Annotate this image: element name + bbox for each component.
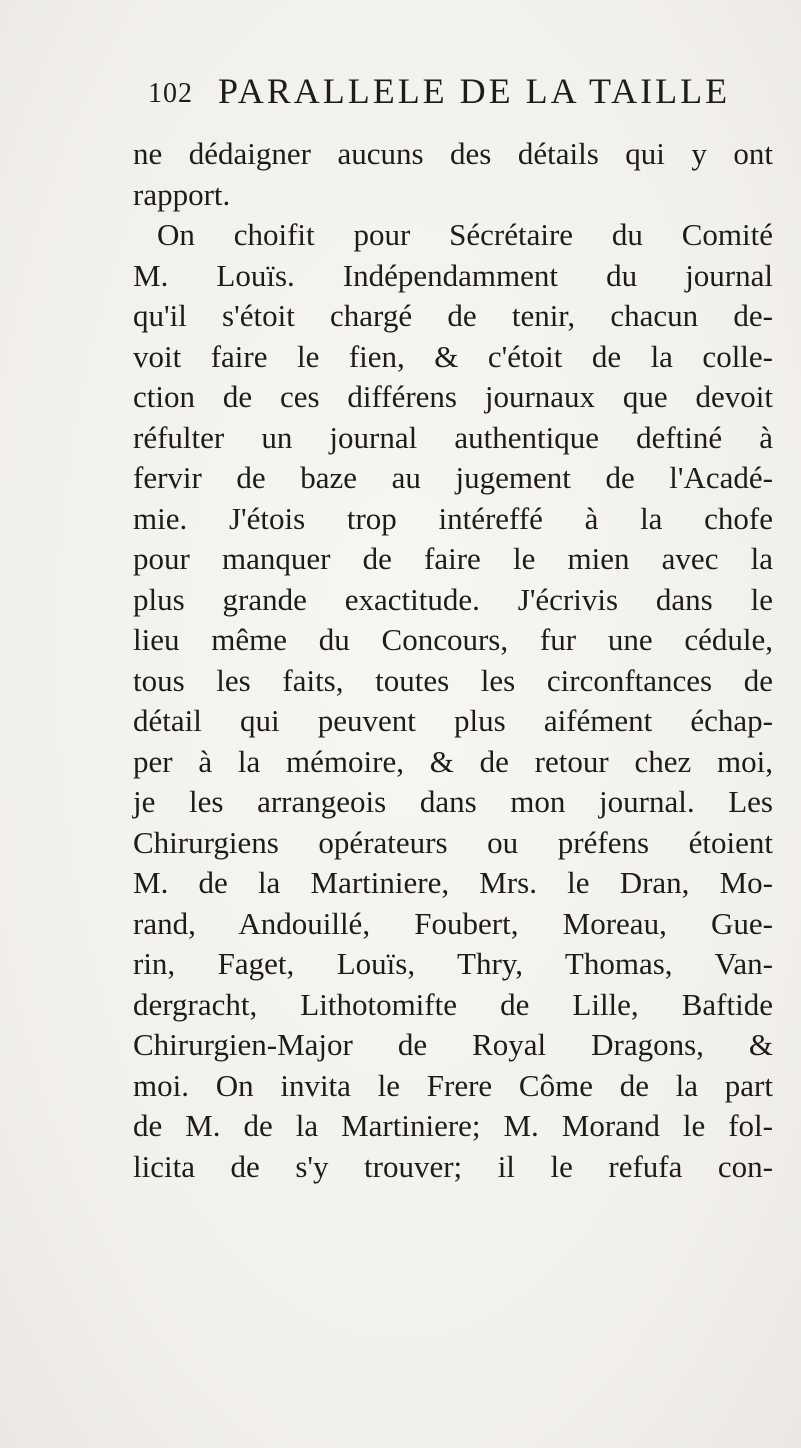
text-line: Chirurgien-Major de Royal Dragons, &: [133, 1027, 773, 1062]
text-line: fervir de baze au jugement de l'Acadé-: [133, 460, 773, 495]
text-line: rapport.: [133, 176, 231, 212]
text-line: rand, Andouillé, Foubert, Moreau, Gue-: [133, 905, 773, 941]
page-number: 102: [148, 78, 193, 109]
text-line: pour manquer de faire le mien avec la: [133, 541, 773, 576]
text-line: per à la mémoire, & de retour chez moi,: [133, 743, 773, 779]
text-line: M. Louïs. Indépendamment du journal: [133, 257, 773, 293]
text-line: rin, Faget, Louïs, Thry, Thomas, Van-: [133, 946, 773, 981]
text-line: licita de s'y trouver; il le refufa con-: [133, 1148, 773, 1184]
text-line: réfulter un journal authentique deftiné à: [133, 419, 773, 455]
text-line: moi. On invita le Frere Côme de la part: [133, 1067, 773, 1103]
text-line: qu'il s'étoit chargé de tenir, chacun de-: [133, 298, 773, 333]
running-head: [148, 70, 731, 114]
body-text: [133, 134, 773, 1187]
text-line: plus grande exactitude. J'écrivis dans le: [133, 581, 773, 617]
text-line: tous les faits, toutes les circonftances de: [133, 662, 773, 698]
text-line: Chirurgiens opérateurs ou préfens étoient: [133, 824, 773, 860]
text-line: ction de ces différens journaux que devoit: [133, 379, 773, 414]
text-line: lieu même du Concours, fur une cédule,: [133, 622, 773, 657]
text-line: je les arrangeois dans mon journal. Les: [133, 784, 773, 819]
text-line: de M. de la Martiniere; M. Morand le fol-: [133, 1108, 773, 1143]
text-line: mie. J'étois trop intéreffé à la chofe: [133, 500, 773, 536]
text-line: détail qui peuvent plus aifément échap-: [133, 703, 773, 738]
text-line: M. de la Martiniere, Mrs. le Dran, Mo-: [133, 865, 773, 900]
text-line: voit faire le fien, & c'étoit de la colle-: [133, 338, 773, 374]
text-line: dergracht, Lithotomifte de Lille, Baftide: [133, 986, 773, 1022]
running-title: PARALLELE DE LA TAILLE: [218, 71, 731, 111]
text-line: On choifit pour Sécrétaire du Comité: [157, 217, 773, 252]
text-line: ne dédaigner aucuns des détails qui y ont: [133, 136, 773, 171]
